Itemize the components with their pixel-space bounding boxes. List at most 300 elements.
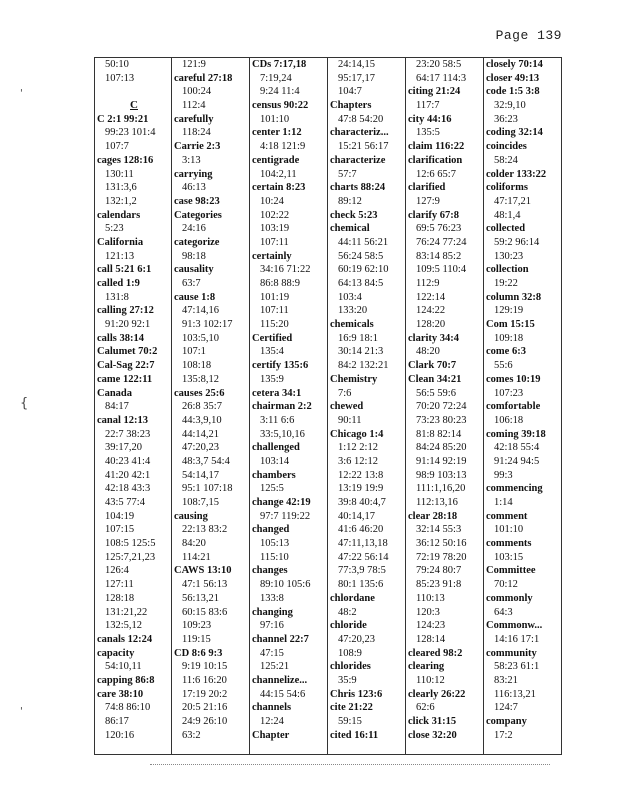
index-term: changed xyxy=(252,524,290,536)
index-citation: 97:16 xyxy=(260,620,284,632)
index-citation: 72:19 78:20 xyxy=(416,551,467,563)
index-citation: 115:10 xyxy=(260,551,289,563)
index-term: calls 38:14 xyxy=(97,332,144,344)
index-term: citing 21:24 xyxy=(408,86,461,98)
index-citation: 127:9 xyxy=(416,195,440,207)
index-term: cetera 34:1 xyxy=(252,387,302,399)
index-citation: 47:15 xyxy=(260,647,284,659)
index-term: chewed xyxy=(330,401,364,413)
index-citation: 11:6 16:20 xyxy=(182,674,227,686)
index-citation: 9:24 11:4 xyxy=(260,86,300,98)
index-citation: 125:21 xyxy=(260,661,290,673)
index-citation: 24:16 xyxy=(182,223,206,235)
index-term: careful 27:18 xyxy=(174,72,233,84)
index-term: canal 12:13 xyxy=(97,414,149,426)
index-term: causes 25:6 xyxy=(174,387,225,399)
index-citation: 85:23 91:8 xyxy=(416,579,462,591)
index-term: Chapters xyxy=(330,100,372,112)
index-citation: 108:18 xyxy=(182,360,212,372)
index-citation: 22:7 38:23 xyxy=(105,428,151,440)
index-citation: 74:8 86:10 xyxy=(105,702,151,714)
index-citation: 43:5 77:4 xyxy=(105,497,145,508)
index-citation: 12:22 13:8 xyxy=(338,469,384,481)
index-citation: 17:2 xyxy=(494,729,513,741)
index-term: certain 8:23 xyxy=(252,182,306,194)
index-citation: 110:13 xyxy=(416,592,445,604)
index-term: capacity xyxy=(97,647,135,659)
index-citation: 135:4 xyxy=(260,346,284,358)
index-term: care 38:10 xyxy=(97,688,144,700)
index-citation: 70:20 72:24 xyxy=(416,401,467,413)
index-citation: 5:23 xyxy=(105,223,124,235)
index-term: categorize xyxy=(174,236,220,248)
index-citation: 115:20 xyxy=(260,319,289,331)
index-citation: 104:19 xyxy=(105,510,135,522)
column-divider xyxy=(405,57,406,755)
index-term: Chris 123:6 xyxy=(330,688,383,700)
index-citation: 130:23 xyxy=(494,250,524,262)
index-citation: 103:4 xyxy=(338,291,362,303)
index-term: chemicals xyxy=(330,319,374,331)
index-citation: 97:7 119:22 xyxy=(260,510,311,522)
index-citation: 86:17 xyxy=(105,716,129,727)
index-term: close 32:20 xyxy=(408,729,457,741)
index-citation: 33:5,10,16 xyxy=(260,428,305,440)
index-citation: 117:7 xyxy=(416,100,440,112)
index-term: case 98:23 xyxy=(174,195,220,207)
index-term: census 90:22 xyxy=(252,100,309,112)
index-term: Categories xyxy=(174,209,222,221)
index-term: call 5:21 6:1 xyxy=(97,264,152,276)
index-citation: 79:24 80:7 xyxy=(416,565,462,577)
index-citation: 131:21,22 xyxy=(105,606,148,618)
index-citation: 12:24 xyxy=(260,716,284,727)
index-citation: 107:11 xyxy=(260,236,289,248)
index-citation: 73:23 80:23 xyxy=(416,414,467,426)
index-citation: 22:13 83:2 xyxy=(182,524,228,536)
index-citation: 42:18 55:4 xyxy=(494,442,540,454)
index-citation: 59:15 xyxy=(338,716,362,727)
index-citation: 104:7 xyxy=(338,86,362,98)
index-term: calendars xyxy=(97,209,141,221)
index-citation: 131:8 xyxy=(105,291,129,303)
index-term: check 5:23 xyxy=(330,209,378,221)
index-citation: 107:13 xyxy=(105,72,135,84)
index-citation: 135:9 xyxy=(260,373,284,385)
index-citation: 127:11 xyxy=(105,579,134,591)
index-term: closely 70:14 xyxy=(486,59,543,70)
index-citation: 103:5,10 xyxy=(182,332,220,344)
index-citation: 41:20 42:1 xyxy=(105,469,151,481)
index-citation: 30:14 21:3 xyxy=(338,346,384,358)
index-citation: 126:4 xyxy=(105,565,129,577)
page-number: Page 139 xyxy=(495,28,562,43)
index-citation: 16:9 18:1 xyxy=(338,332,378,344)
index-term: Chemistry xyxy=(330,373,378,385)
index-citation: 64:17 114:3 xyxy=(416,72,467,84)
index-citation: 56:5 59:6 xyxy=(416,387,456,399)
index-citation: 63:7 xyxy=(182,278,201,289)
index-citation: 47:20,23 xyxy=(182,442,220,454)
index-term: channelize... xyxy=(252,674,308,686)
index-citation: 107:1 xyxy=(182,346,206,358)
index-citation: 128:20 xyxy=(416,319,446,331)
index-citation: 76:24 77:24 xyxy=(416,236,467,248)
index-term: carefully xyxy=(174,113,214,125)
index-citation: 46:13 xyxy=(182,182,206,194)
index-column xyxy=(329,58,405,742)
index-citation: 99:3 xyxy=(494,469,513,481)
index-column xyxy=(173,58,249,742)
index-citation: 47:20,23 xyxy=(338,633,376,645)
index-citation: 3:11 6:6 xyxy=(260,414,295,426)
index-citation: 36:12 50:16 xyxy=(416,538,467,550)
index-citation: 108:5 125:5 xyxy=(105,538,156,550)
index-citation: 69:5 76:23 xyxy=(416,223,462,235)
index-term: chairman 2:2 xyxy=(252,401,312,413)
index-term: channel 22:7 xyxy=(252,633,309,645)
index-term: C 2:1 99:21 xyxy=(97,113,149,125)
index-citation: 57:7 xyxy=(338,168,357,180)
index-term: Canada xyxy=(97,387,133,399)
index-term: commencing xyxy=(486,483,543,495)
margin-mark: { xyxy=(20,396,29,411)
index-term: coming 39:18 xyxy=(486,428,546,440)
index-term: Cal-Sag 22:7 xyxy=(97,360,155,372)
index-citation: 32:14 55:3 xyxy=(416,524,462,536)
index-citation: 80:1 135:6 xyxy=(338,579,384,591)
index-term: clarified xyxy=(408,182,446,194)
index-citation: 10:24 xyxy=(260,195,284,207)
index-citation: 114:21 xyxy=(182,551,211,563)
index-term: CAWS 13:10 xyxy=(174,565,232,577)
index-citation: 48:20 xyxy=(416,346,440,358)
index-citation: 9:19 10:15 xyxy=(182,661,228,673)
index-term: Commonw... xyxy=(486,620,543,632)
index-citation: 14:16 17:1 xyxy=(494,633,540,645)
index-term: comes 10:19 xyxy=(486,373,541,385)
index-citation: 109:23 xyxy=(182,620,212,632)
index-citation: 39:8 40:4,7 xyxy=(338,497,386,508)
index-citation: 54:14,17 xyxy=(182,469,220,481)
index-citation: 135:8,12 xyxy=(182,373,220,385)
index-citation: 112:13,16 xyxy=(416,497,458,508)
index-citation: 42:18 43:3 xyxy=(105,483,151,495)
index-term: called 1:9 xyxy=(97,278,140,289)
letter-heading: C xyxy=(130,99,138,112)
index-citation: 63:2 xyxy=(182,729,201,741)
index-citation: 48:2 xyxy=(338,606,357,618)
index-term: collected xyxy=(486,223,526,235)
index-citation: 60:19 62:10 xyxy=(338,264,389,276)
index-citation: 59:2 96:14 xyxy=(494,236,540,248)
index-citation: 1:14 xyxy=(494,497,513,508)
index-term: Calumet 70:2 xyxy=(97,346,158,358)
index-citation: 17:19 20:2 xyxy=(182,688,228,700)
index-term: comfortable xyxy=(486,401,541,413)
index-term: came 122:11 xyxy=(97,373,153,385)
index-citation: 15:21 56:17 xyxy=(338,141,389,153)
index-citation: 91:24 94:5 xyxy=(494,455,540,467)
index-citation: 95:17,17 xyxy=(338,72,376,84)
index-citation: 24:9 26:10 xyxy=(182,716,228,727)
index-term: causality xyxy=(174,264,214,276)
index-citation: 120:16 xyxy=(105,729,135,741)
index-term: channels xyxy=(252,702,292,714)
index-citation: 106:18 xyxy=(494,414,524,426)
index-term: click 31:15 xyxy=(408,716,457,727)
margin-mark: ' xyxy=(20,706,23,717)
index-citation: 132:1,2 xyxy=(105,195,137,207)
index-term: chlorides xyxy=(330,661,371,673)
index-citation: 84:17 xyxy=(105,401,129,413)
index-citation: 124:7 xyxy=(494,702,518,714)
index-citation: 124:23 xyxy=(416,620,446,632)
index-term: characteriz... xyxy=(330,127,389,139)
index-term: CD 8:6 9:3 xyxy=(174,647,223,659)
index-citation: 39:17,20 xyxy=(105,442,143,454)
index-citation: 111:1,16,20 xyxy=(416,483,466,495)
index-term: charts 88:24 xyxy=(330,182,386,194)
margin-mark: ' xyxy=(20,88,23,99)
index-citation: 44:15 54:6 xyxy=(260,688,306,700)
index-citation: 91:14 92:19 xyxy=(416,455,467,467)
index-citation: 125:5 xyxy=(260,483,284,495)
index-citation: 47:1 56:13 xyxy=(182,579,228,591)
index-citation: 40:14,17 xyxy=(338,510,376,522)
index-term: cited 16:11 xyxy=(330,729,379,741)
index-citation: 133:8 xyxy=(260,592,284,604)
index-term: Certified xyxy=(252,332,293,344)
index-citation: 107:23 xyxy=(494,387,524,399)
index-citation: 1:12 2:12 xyxy=(338,442,378,454)
index-term: carrying xyxy=(174,168,213,180)
index-citation: 101:10 xyxy=(494,524,524,536)
index-citation: 40:23 41:4 xyxy=(105,455,151,467)
footer-rule xyxy=(150,764,550,765)
index-term: clearing xyxy=(408,661,445,673)
index-citation: 60:15 83:6 xyxy=(182,606,228,618)
index-term: challenged xyxy=(252,442,300,454)
index-term: claim 116:22 xyxy=(408,141,465,153)
index-term: change 42:19 xyxy=(252,497,311,508)
index-term: clarity 34:4 xyxy=(408,332,460,344)
index-citation: 26:8 35:7 xyxy=(182,401,222,413)
index-citation: 129:19 xyxy=(494,305,524,317)
index-term: clear 28:18 xyxy=(408,510,458,522)
index-citation: 91:20 92:1 xyxy=(105,319,151,331)
index-citation: 83:21 xyxy=(494,674,518,686)
index-citation: 112:9 xyxy=(416,278,440,289)
index-citation: 120:3 xyxy=(416,606,440,618)
index-citation: 64:3 xyxy=(494,606,513,618)
index-citation: 116:13,21 xyxy=(494,688,536,700)
index-term: coliforms xyxy=(486,182,528,194)
index-citation: 47:8 54:20 xyxy=(338,113,384,125)
index-citation: 103:15 xyxy=(494,551,524,563)
index-term: cleared 98:2 xyxy=(408,647,463,659)
index-term: chemical xyxy=(330,223,370,235)
column-divider xyxy=(249,57,250,755)
index-citation: 107:11 xyxy=(260,305,289,317)
index-citation: 36:23 xyxy=(494,113,518,125)
index-term: come 6:3 xyxy=(486,346,526,358)
index-citation: 44:14,21 xyxy=(182,428,220,440)
index-citation: 95:1 107:18 xyxy=(182,483,233,495)
index-citation: 99:23 101:4 xyxy=(105,127,156,139)
index-citation: 77:3,9 78:5 xyxy=(338,565,386,577)
index-citation: 89:10 105:6 xyxy=(260,579,311,591)
index-column xyxy=(485,58,561,742)
index-term: cause 1:8 xyxy=(174,291,216,303)
index-citation: 125:7,21,23 xyxy=(105,551,156,563)
index-term: collection xyxy=(486,264,529,276)
index-citation: 62:6 xyxy=(416,702,435,714)
index-citation: 13:19 19:9 xyxy=(338,483,384,495)
index-term: closer 49:13 xyxy=(486,72,540,84)
index-citation: 50:10 xyxy=(105,59,129,70)
index-citation: 58:24 xyxy=(494,154,518,166)
index-citation: 41:6 46:20 xyxy=(338,524,384,536)
index-term: clarification xyxy=(408,154,463,166)
index-term: city 44:16 xyxy=(408,113,452,125)
index-citation: 90:11 xyxy=(338,414,362,426)
index-term: Clean 34:21 xyxy=(408,373,462,385)
index-term: cages 128:16 xyxy=(97,154,154,166)
index-term: company xyxy=(486,716,527,727)
index-column xyxy=(251,58,327,742)
index-citation: 105:13 xyxy=(260,538,290,550)
index-citation: 55:6 xyxy=(494,360,513,372)
index-term: code 1:5 3:8 xyxy=(486,86,540,98)
index-citation: 128:18 xyxy=(105,592,135,604)
index-citation: 121:13 xyxy=(105,250,135,262)
index-citation: 3:13 xyxy=(182,154,201,166)
index-term: community xyxy=(486,647,537,659)
index-term: characterize xyxy=(330,154,386,166)
index-term: certify 135:6 xyxy=(252,360,309,372)
index-citation: 118:24 xyxy=(182,127,211,139)
index-citation: 20:5 21:16 xyxy=(182,702,228,714)
index-term: calling 27:12 xyxy=(97,305,154,317)
index-citation: 70:12 xyxy=(494,579,518,591)
index-citation: 12:6 65:7 xyxy=(416,168,456,180)
index-citation: 135:5 xyxy=(416,127,440,139)
index-term: changes xyxy=(252,565,288,577)
index-term: centigrade xyxy=(252,154,300,166)
index-term: comment xyxy=(486,510,528,522)
index-citation: 128:14 xyxy=(416,633,446,645)
index-citation: 124:22 xyxy=(416,305,446,317)
index-citation: 56:24 58:5 xyxy=(338,250,384,262)
index-citation: 121:9 xyxy=(182,59,206,70)
index-citation: 48:3,7 54:4 xyxy=(182,455,230,467)
index-term: CDs 7:17,18 xyxy=(252,59,307,70)
index-term: coincides xyxy=(486,141,527,153)
index-term: column 32:8 xyxy=(486,291,542,303)
index-citation: 107:15 xyxy=(105,524,135,536)
index-citation: 107:7 xyxy=(105,141,129,153)
column-divider xyxy=(327,57,328,755)
index-citation: 7:19,24 xyxy=(260,72,292,84)
index-citation: 98:18 xyxy=(182,250,206,262)
index-citation: 81:8 82:14 xyxy=(416,428,462,440)
index-citation: 101:19 xyxy=(260,291,290,303)
index-citation: 47:22 56:14 xyxy=(338,551,389,563)
index-citation: 34:16 71:22 xyxy=(260,264,311,276)
index-citation: 84:24 85:20 xyxy=(416,442,467,454)
index-citation: 7:6 xyxy=(338,387,352,399)
index-citation: 24:14,15 xyxy=(338,59,376,70)
index-citation: 103:14 xyxy=(260,455,290,467)
index-term: Carrie 2:3 xyxy=(174,141,221,153)
index-citation: 108:9 xyxy=(338,647,362,659)
index-term: capping 86:8 xyxy=(97,674,155,686)
index-citation: 130:11 xyxy=(105,168,134,180)
index-term: coding 32:14 xyxy=(486,127,543,139)
index-citation: 109:5 110:4 xyxy=(416,264,467,276)
index-citation: 47:17,21 xyxy=(494,195,532,207)
index-citation: 108:7,15 xyxy=(182,497,220,508)
index-citation: 86:8 88:9 xyxy=(260,278,300,289)
index-citation: 19:22 xyxy=(494,278,518,289)
index-term: clearly 26:22 xyxy=(408,688,466,700)
index-term: clarify 67:8 xyxy=(408,209,460,221)
index-citation: 32:9,10 xyxy=(494,100,526,112)
index-citation: 54:10,11 xyxy=(105,661,142,673)
blank-line xyxy=(96,85,172,99)
index-citation: 35:9 xyxy=(338,674,357,686)
index-citation: 100:24 xyxy=(182,86,212,98)
index-term: cite 21:22 xyxy=(330,702,373,714)
index-citation: 47:11,13,18 xyxy=(338,538,388,550)
index-term: chlordane xyxy=(330,592,375,604)
index-term: comments xyxy=(486,538,532,550)
index-term: center 1:12 xyxy=(252,127,302,139)
index-term: commonly xyxy=(486,592,533,604)
index-citation: 112:4 xyxy=(182,100,206,112)
index-citation: 103:19 xyxy=(260,223,290,235)
index-term: canals 12:24 xyxy=(97,633,153,645)
column-divider xyxy=(483,57,484,755)
index-citation: 83:14 85:2 xyxy=(416,250,462,262)
index-citation: 4:18 121:9 xyxy=(260,141,306,153)
index-citation: 132:5,12 xyxy=(105,620,143,632)
index-citation: 64:13 84:5 xyxy=(338,278,384,289)
index-citation: 109:18 xyxy=(494,332,524,344)
index-term: chambers xyxy=(252,469,296,481)
index-term: Clark 70:7 xyxy=(408,360,457,372)
index-citation: 131:3,6 xyxy=(105,182,137,194)
index-citation: 44:3,9,10 xyxy=(182,414,222,426)
index-term: changing xyxy=(252,606,293,618)
index-citation: 133:20 xyxy=(338,305,368,317)
index-term: causing xyxy=(174,510,208,522)
index-citation: 84:20 xyxy=(182,538,206,550)
index-column xyxy=(96,58,172,742)
index-citation: 84:2 132:21 xyxy=(338,360,389,372)
index-column xyxy=(407,58,483,742)
index-term: Committee xyxy=(486,565,536,577)
index-citation: 122:14 xyxy=(416,291,446,303)
index-citation: 48:1,4 xyxy=(494,209,521,221)
index-citation: 47:14,16 xyxy=(182,305,220,317)
index-citation: 119:15 xyxy=(182,633,211,645)
index-citation: 91:3 102:17 xyxy=(182,319,233,331)
index-citation: 44:11 56:21 xyxy=(338,236,389,248)
index-citation: 104:2,11 xyxy=(260,168,297,180)
index-citation: 110:12 xyxy=(416,674,445,686)
